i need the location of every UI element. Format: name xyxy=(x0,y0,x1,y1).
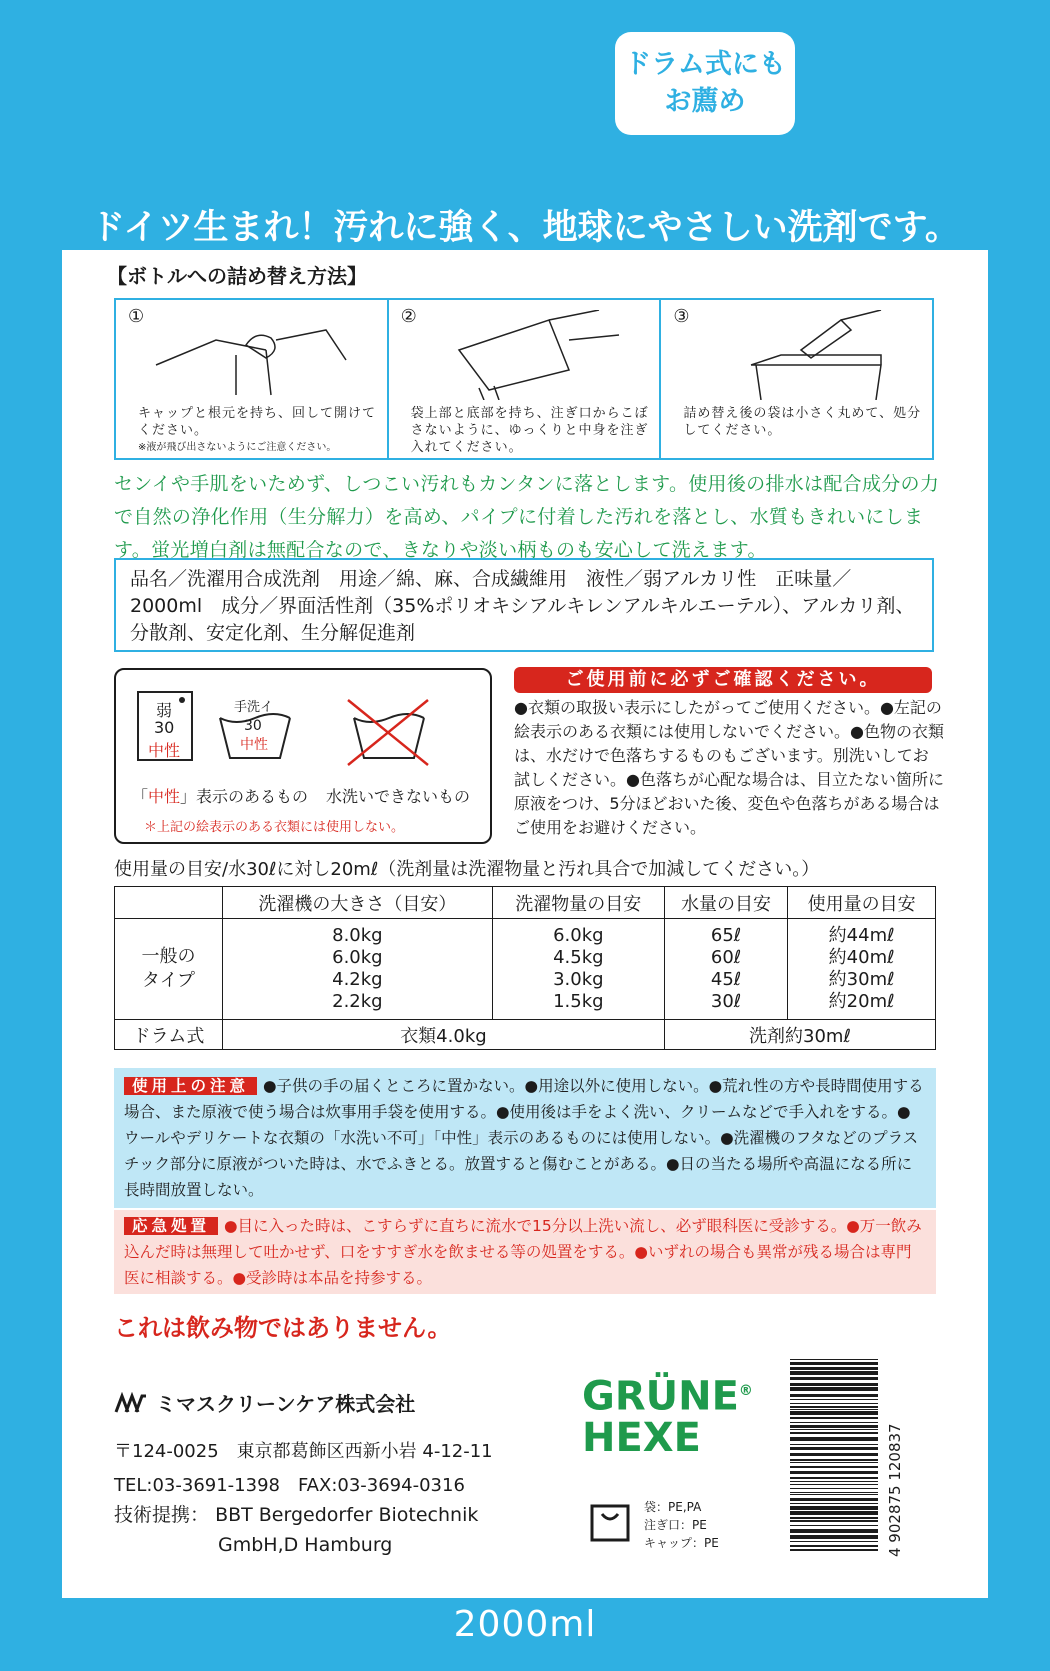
table-header: 洗濯機の大きさ（目安） xyxy=(223,887,493,919)
hand-wash-temp: 30 xyxy=(244,718,262,734)
usage-title: 使用量の目安/水30ℓに対し20mℓ（洗剤量は洗濯物量と汚れ具合で加減してください。） xyxy=(114,859,820,880)
step-number: ② xyxy=(400,306,417,327)
recycle-bag: 袋：PE,PA xyxy=(644,1500,702,1514)
company-address xyxy=(114,1435,493,1503)
barcode-bar xyxy=(790,1409,878,1410)
machine-wash-temp: 30 xyxy=(154,718,175,737)
refill-title: 【ボトルへの詰め替え方法】 xyxy=(107,264,367,288)
tel-fax-line: TEL:03-3691-1398 FAX:03-3694-0316 xyxy=(114,1475,465,1496)
barcode-bar xyxy=(790,1362,878,1365)
barcode-bar xyxy=(790,1429,878,1430)
barcode-bar xyxy=(790,1417,878,1419)
product-description: センイや手肌をいためず、しつこい汚れもカンタンに落とします。使用後の排水は配合成分の力で自然の浄化作用（生分解力）を高め、パイプに付着した汚れを落とし、水質もきれいにします。蛍光増白剤は無配合なので、きなりや淡い柄ものも安心して洗えます。 xyxy=(114,473,940,561)
barcode-bar xyxy=(790,1437,878,1441)
barcode-bar xyxy=(790,1387,878,1391)
barcode-bar xyxy=(790,1425,878,1428)
barcode-bar xyxy=(790,1447,878,1450)
barcode-bar xyxy=(790,1484,878,1485)
refill-step-3 xyxy=(661,300,932,458)
care-warning: ＊上記の絵表示のある衣類には使用しない。 xyxy=(144,820,405,835)
barcode-bar xyxy=(790,1498,878,1501)
barcode-bar xyxy=(790,1394,878,1397)
barcode-icon xyxy=(784,1353,912,1559)
barcode-bar xyxy=(790,1503,878,1504)
barcode-bar xyxy=(790,1462,878,1463)
table-header-empty xyxy=(115,887,223,919)
barcode-bar xyxy=(790,1525,878,1526)
company-name: ミマスクリーンケア株式会社 xyxy=(114,1388,415,1417)
recycle-info xyxy=(582,1498,719,1552)
barcode-bar xyxy=(790,1367,878,1370)
barcode-bar xyxy=(790,1383,878,1386)
barcode-bar xyxy=(790,1471,878,1474)
barcode-bar xyxy=(790,1444,878,1445)
open-cap-illustration-icon xyxy=(146,310,356,400)
barcode-bar xyxy=(790,1432,878,1434)
brand-line1: GRÜNE xyxy=(582,1373,739,1420)
caution-tag: 使用上の注意 xyxy=(124,1077,257,1095)
hand-wash-label: 手洗イ xyxy=(234,700,274,715)
drum-type-label: ドラム式 xyxy=(115,1020,223,1050)
pour-pouch-illustration-icon xyxy=(419,310,629,400)
machine-wash-neutral: 中性 xyxy=(148,741,181,760)
step-number: ③ xyxy=(673,306,690,327)
badge-line2: お薦め xyxy=(664,86,746,117)
barcode-bar xyxy=(790,1403,878,1404)
tech-label: 技術提携： xyxy=(114,1504,210,1526)
drum-recommend-badge xyxy=(615,32,795,135)
info-panel xyxy=(62,250,988,1598)
usage-table xyxy=(114,886,936,1050)
trash-bin-illustration-icon xyxy=(691,310,901,400)
barcode-bar xyxy=(790,1492,878,1493)
barcode-bar xyxy=(790,1359,878,1360)
table-header: 洗濯物量の目安 xyxy=(492,887,664,919)
emergency-box xyxy=(114,1210,936,1294)
general-type-label: 一般の タイプ xyxy=(115,919,223,1020)
step-text: キャップと根元を持ち、回して開けてください。 xyxy=(138,406,377,438)
barcode-bar xyxy=(790,1545,878,1547)
no-wash-caption: 水洗いできないもの xyxy=(326,787,471,806)
machine-wash-weak: 弱 xyxy=(156,701,173,720)
barcode-bar xyxy=(790,1399,878,1400)
technical-partner xyxy=(114,1500,478,1560)
barcode-bar xyxy=(790,1481,878,1482)
table-header-row xyxy=(115,887,936,919)
table-row xyxy=(115,1020,936,1050)
product-spec: 品名／洗濯用合成洗剤 用途／綿、麻、合成繊維用 液性／弱アルカリ性 正味量／2000ml 成分／界面活性剤（35%ポリオキシアルキレンアルキルエーテル）、アルカリ剤、分散剤、安定化剤、生分解促進剤 xyxy=(114,558,934,652)
barcode-bar xyxy=(790,1517,878,1519)
barcode-bar xyxy=(790,1459,878,1461)
table-header: 水量の目安 xyxy=(664,887,787,919)
barcode-bar xyxy=(790,1466,878,1468)
step-text: 詰め替え後の袋は小さく丸めて、処分してください。 xyxy=(683,406,922,438)
barcode-bar xyxy=(790,1477,878,1479)
step-note: ※液が飛び出さないようにご注意ください。 xyxy=(138,442,337,453)
detergent-amount-cell: 約44mℓ 約40mℓ 約30mℓ 約20mℓ xyxy=(788,919,936,1020)
check-before-use-title: ご使用前に必ずご確認ください。 xyxy=(514,667,932,693)
volume-label: 2000ml xyxy=(453,1604,597,1645)
not-a-drink-warning: これは飲み物ではありません。 xyxy=(114,1314,452,1342)
tagline: ドイツ生まれ！汚れに強く、地球にやさしい洗剤です。 xyxy=(90,208,960,248)
recycle-cap: キャップ：PE xyxy=(644,1536,719,1550)
barcode-bar xyxy=(790,1406,878,1408)
care-symbols-box xyxy=(114,668,492,844)
hand-wash-neutral: 中性 xyxy=(240,737,268,753)
recycle-spout: 注ぎ口：PE xyxy=(644,1518,707,1532)
barcode-bar xyxy=(790,1520,878,1522)
check-before-use-body: ●衣類の取扱い表示にしたがってご使用ください。●左記の絵表示のある衣類には使用しないでください。●色物の衣類は、水だけで色落ちするものもございます。別洗いしてお試しください。●色落ちが心配な場合は、目立たない箇所に原液をつけ、5分ほどおいた後、変色や色落ちがある場合はご使用をお避けください。 xyxy=(514,698,944,837)
refill-step-1 xyxy=(116,300,389,458)
emergency-tag: 応急処置 xyxy=(124,1217,218,1235)
barcode-bar xyxy=(790,1506,878,1510)
barcode-bar xyxy=(790,1529,878,1533)
company-logo-icon xyxy=(114,1392,148,1414)
machine-size-cell: 8.0kg 6.0kg 4.2kg 2.2kg xyxy=(223,919,493,1020)
barcode-bar xyxy=(790,1488,878,1489)
table-row xyxy=(115,919,936,1020)
tech-line2: GmbH,D Hamburg xyxy=(218,1534,393,1556)
laundry-amount-cell: 6.0kg 4.5kg 3.0kg 1.5kg xyxy=(492,919,664,1020)
caution-text: ●子供の手の届くところに置かない。●用途以外に使用しない。●荒れ性の方や長時間使用する場合、また原液で使う場合は炊事用手袋を使用する。●使用後は手をよく洗い、クリームなどで手入れをする。●ウールやデリケートな衣類の「水洗い不可」「中性」表示のあるものには使用しない。●洗濯機のフタなどのプラスチック部分に原液がついた時は、水でふきとる。放置すると傷むことがある。●日の当たる場所や高温になる所に長時間放置しない。 xyxy=(124,1077,924,1199)
step-text: 袋上部と底部を持ち、注ぎ口からこぼさないように、ゆっくりと中身を注ぎ入れてください。 xyxy=(410,406,649,455)
barcode-bar xyxy=(790,1377,878,1380)
barcode-bar xyxy=(790,1422,878,1423)
neutral-label-caption: 「中性」表示のあるもの xyxy=(132,787,309,806)
step-number: ① xyxy=(128,306,145,327)
barcode-bar xyxy=(790,1511,878,1515)
barcode-bar xyxy=(790,1411,878,1415)
brand-logo xyxy=(582,1370,753,1462)
badge-line1: ドラム式にも xyxy=(624,49,786,80)
registered-mark: ® xyxy=(738,1383,753,1399)
emergency-text: ●目に入った時は、こすらずに直ちに流水で15分以上洗い流し、必ず眼科医に受診する。●万一飲み込んだ時は無理して吐かせず、口をすすぎ水を飲ませる等の処置をする。●いずれの場合も異常が残る場合は専門医に相談する。●受診時は本品を持参する。 xyxy=(124,1217,922,1287)
water-amount-cell: 65ℓ 60ℓ 45ℓ 30ℓ xyxy=(664,919,787,1020)
barcode-number: 4 902875 120837 xyxy=(886,1423,904,1557)
caution-box xyxy=(114,1068,936,1208)
drum-detergent-cell: 洗剤約30mℓ xyxy=(664,1020,935,1050)
address-line: 〒124-0025 東京都葛飾区西新小岩 4-12-11 xyxy=(114,1441,493,1462)
tech-line1: BBT Bergedorfer Biotechnik xyxy=(215,1504,479,1526)
refill-steps xyxy=(114,298,934,460)
table-header: 使用量の目安 xyxy=(788,887,936,919)
plastic-recycle-icon xyxy=(582,1498,638,1548)
barcode-bar xyxy=(790,1453,878,1456)
barcode-bar xyxy=(790,1371,878,1375)
brand-line2: HEXE xyxy=(582,1415,701,1462)
refill-step-2 xyxy=(389,300,662,458)
drum-laundry-cell: 衣類4.0kg xyxy=(223,1020,665,1050)
barcode-bar xyxy=(790,1494,878,1495)
barcode-bar xyxy=(790,1535,878,1539)
barcode-bar xyxy=(790,1549,878,1551)
barcode-bar xyxy=(790,1541,878,1542)
